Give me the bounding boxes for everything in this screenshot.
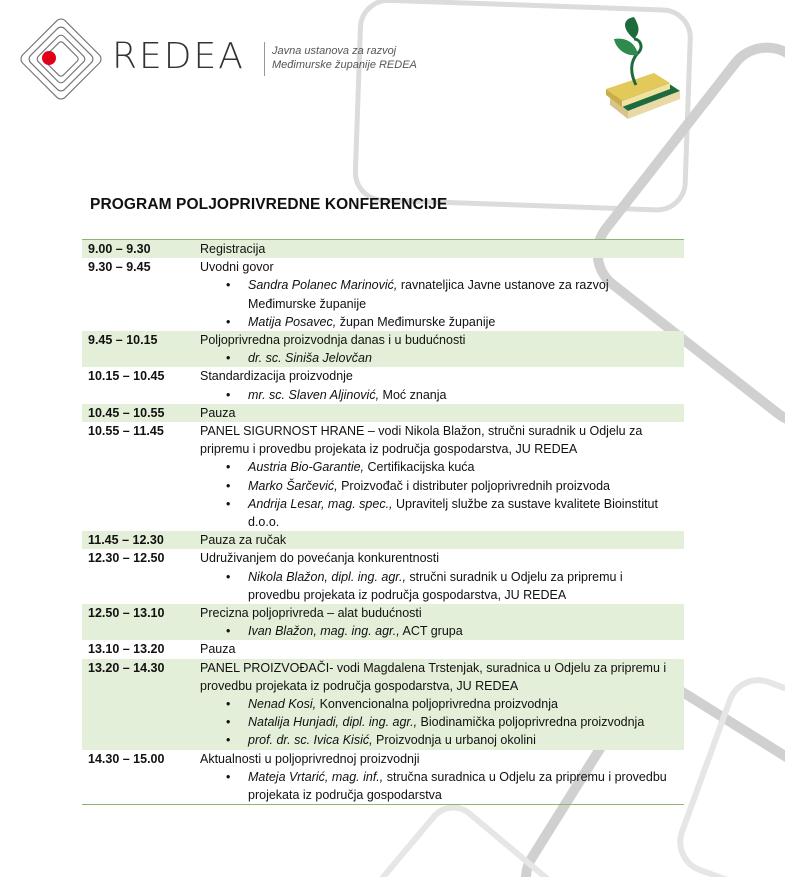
brand-subtitle-line-2: Međimurske županije REDEA	[272, 59, 417, 71]
schedule-time: 9.30 – 9.45	[88, 260, 151, 275]
schedule-time: 13.10 – 13.20	[88, 642, 165, 657]
session-title: PANEL SIGURNOST HRANE – vodi Nikola Blažon, stručni suradnik u Odjelu za pripremu i provedbu projekata iz područja gospodarstva, JU REDEA	[200, 424, 643, 457]
speaker-name: Nikola Blažon, dipl. ing. agr.,	[248, 569, 406, 584]
speaker-item	[200, 495, 678, 531]
speaker-item	[200, 695, 678, 713]
schedule-row	[82, 531, 684, 549]
schedule-content	[200, 604, 684, 640]
speaker-name: prof. dr. sc. Ivica Kisić,	[248, 733, 373, 748]
schedule-time: 9.45 – 10.15	[88, 333, 158, 348]
plant-books-icon	[600, 15, 682, 127]
speaker-role: Konvencionalna poljoprivredna proizvodnja	[316, 697, 558, 712]
speaker-name: Mateja Vrtarić, mag. inf.,	[248, 769, 384, 784]
speaker-role: Upravitelj službe za sustave kvalitete Bioinstitut d.o.o.	[248, 496, 658, 530]
session-title: Aktualnosti u poljoprivrednoj proizvodnji	[200, 751, 420, 766]
session-title: Poljoprivredna proizvodnja danas i u budućnosti	[200, 333, 466, 348]
speaker-role: stručni suradnik u Odjelu za pripremu i provedbu projekata iz područja gospodarstva, JU REDEA	[248, 569, 623, 602]
schedule-content	[200, 367, 684, 403]
speaker-role: Proizvodnja u urbanoj okolini	[372, 733, 536, 748]
schedule-row	[82, 331, 684, 367]
schedule-content	[200, 331, 684, 367]
schedule-time: 9.00 – 9.30	[88, 242, 151, 256]
speaker-name: Ivan Blažon, mag. ing. agr.,	[248, 624, 400, 639]
speaker-role: Moć znanja	[379, 387, 447, 402]
speaker-role: ACT grupa	[399, 624, 463, 639]
speaker-name: dr. sc. Siniša Jelovčan	[248, 351, 372, 366]
speaker-item	[200, 768, 678, 804]
schedule-content	[200, 640, 684, 658]
schedule-content	[200, 549, 684, 604]
speaker-name: Matija Posavec,	[248, 314, 337, 329]
speaker-item	[200, 731, 678, 749]
speaker-item	[200, 713, 678, 731]
speaker-role: Biodinamička poljoprivredna proizvodnja	[417, 715, 645, 730]
brand-divider	[264, 42, 265, 76]
session-title: Udruživanjem do povećanja konkurentnosti	[200, 551, 440, 566]
session-title: Pauza	[200, 405, 236, 420]
speaker-name: Sandra Polanec Marinović,	[248, 278, 398, 293]
schedule-content	[200, 240, 684, 258]
speaker-name: mr. sc. Slaven Aljinović,	[248, 387, 380, 402]
speaker-role: Proizvođač i distributer poljoprivrednih proizvoda	[337, 478, 610, 493]
speaker-item	[200, 458, 678, 476]
speaker-item	[200, 622, 678, 640]
schedule-row	[82, 240, 684, 258]
schedule-row	[82, 404, 684, 422]
schedule-time: 12.50 – 13.10	[88, 606, 165, 621]
session-title: Pauza za ručak	[200, 533, 287, 548]
page-title: PROGRAM POLJOPRIVREDNE KONFERENCIJE	[90, 196, 448, 213]
speaker-role: stručna suradnica u Odjelu za pripremu i provedbu projekata iz područja gospodarstva	[248, 769, 667, 803]
redea-logo-icon	[20, 18, 102, 100]
schedule-content	[200, 422, 684, 531]
speaker-item	[200, 349, 678, 367]
speaker-name: Austria Bio-Garantie,	[248, 460, 365, 475]
speaker-item	[200, 313, 678, 331]
speaker-item	[200, 568, 678, 604]
brand-subtitle-line-1: Javna ustanova za razvoj	[272, 45, 397, 57]
speaker-item	[200, 477, 678, 495]
session-title: PANEL PROIZVOĐAČI- vodi Magdalena Trstenjak, suradnica u Odjelu za pripremu i provedbu projekata iz područja gospodarstva, JU REDEA	[200, 660, 667, 693]
schedule-content	[200, 750, 684, 805]
schedule-time: 10.55 – 11.45	[88, 424, 164, 439]
schedule-time: 12.30 – 12.50	[88, 551, 165, 566]
speaker-role: Certifikacijska kuća	[364, 460, 475, 475]
speaker-item	[200, 386, 678, 404]
schedule-row	[82, 549, 684, 604]
schedule-time: 11.45 – 12.30	[88, 533, 164, 548]
speaker-name: Natalija Hunjadi, dipl. ing. agr.,	[248, 715, 418, 730]
schedule-content	[200, 404, 684, 422]
schedule-time: 13.20 – 14.30	[88, 660, 165, 675]
schedule-content	[200, 258, 684, 331]
speaker-name: Marko Šarčević,	[248, 478, 338, 493]
schedule-content	[200, 659, 684, 750]
speaker-role: župan Međimurske županije	[336, 314, 496, 329]
schedule-row	[82, 640, 684, 658]
session-title: Registracija	[200, 242, 266, 256]
speaker-name: Nenad Kosi,	[248, 697, 317, 712]
session-title: Standardizacija proizvodnje	[200, 369, 353, 384]
speaker-role: ravnateljica Javne ustanove za razvoj Međimurske županije	[248, 278, 609, 311]
schedule-row	[82, 604, 684, 640]
brand-name: REDEA	[112, 36, 245, 77]
speaker-name: Andrija Lesar, mag. spec.,	[248, 496, 393, 511]
schedule-table	[82, 239, 684, 805]
schedule-time: 14.30 – 15.00	[88, 751, 165, 766]
schedule-content	[200, 531, 684, 549]
session-title: Pauza	[200, 642, 236, 657]
session-title: Uvodni govor	[200, 260, 274, 275]
schedule-row	[82, 367, 684, 403]
schedule-row	[82, 258, 684, 331]
schedule-row	[82, 750, 684, 805]
schedule-row	[82, 422, 684, 531]
schedule-row	[82, 659, 684, 750]
session-title: Precizna poljoprivreda – alat budućnosti	[200, 606, 422, 621]
brand-subtitle	[272, 44, 417, 72]
schedule-time: 10.45 – 10.55	[88, 405, 165, 420]
schedule-time: 10.15 – 10.45	[88, 369, 165, 384]
speaker-item	[200, 276, 678, 312]
